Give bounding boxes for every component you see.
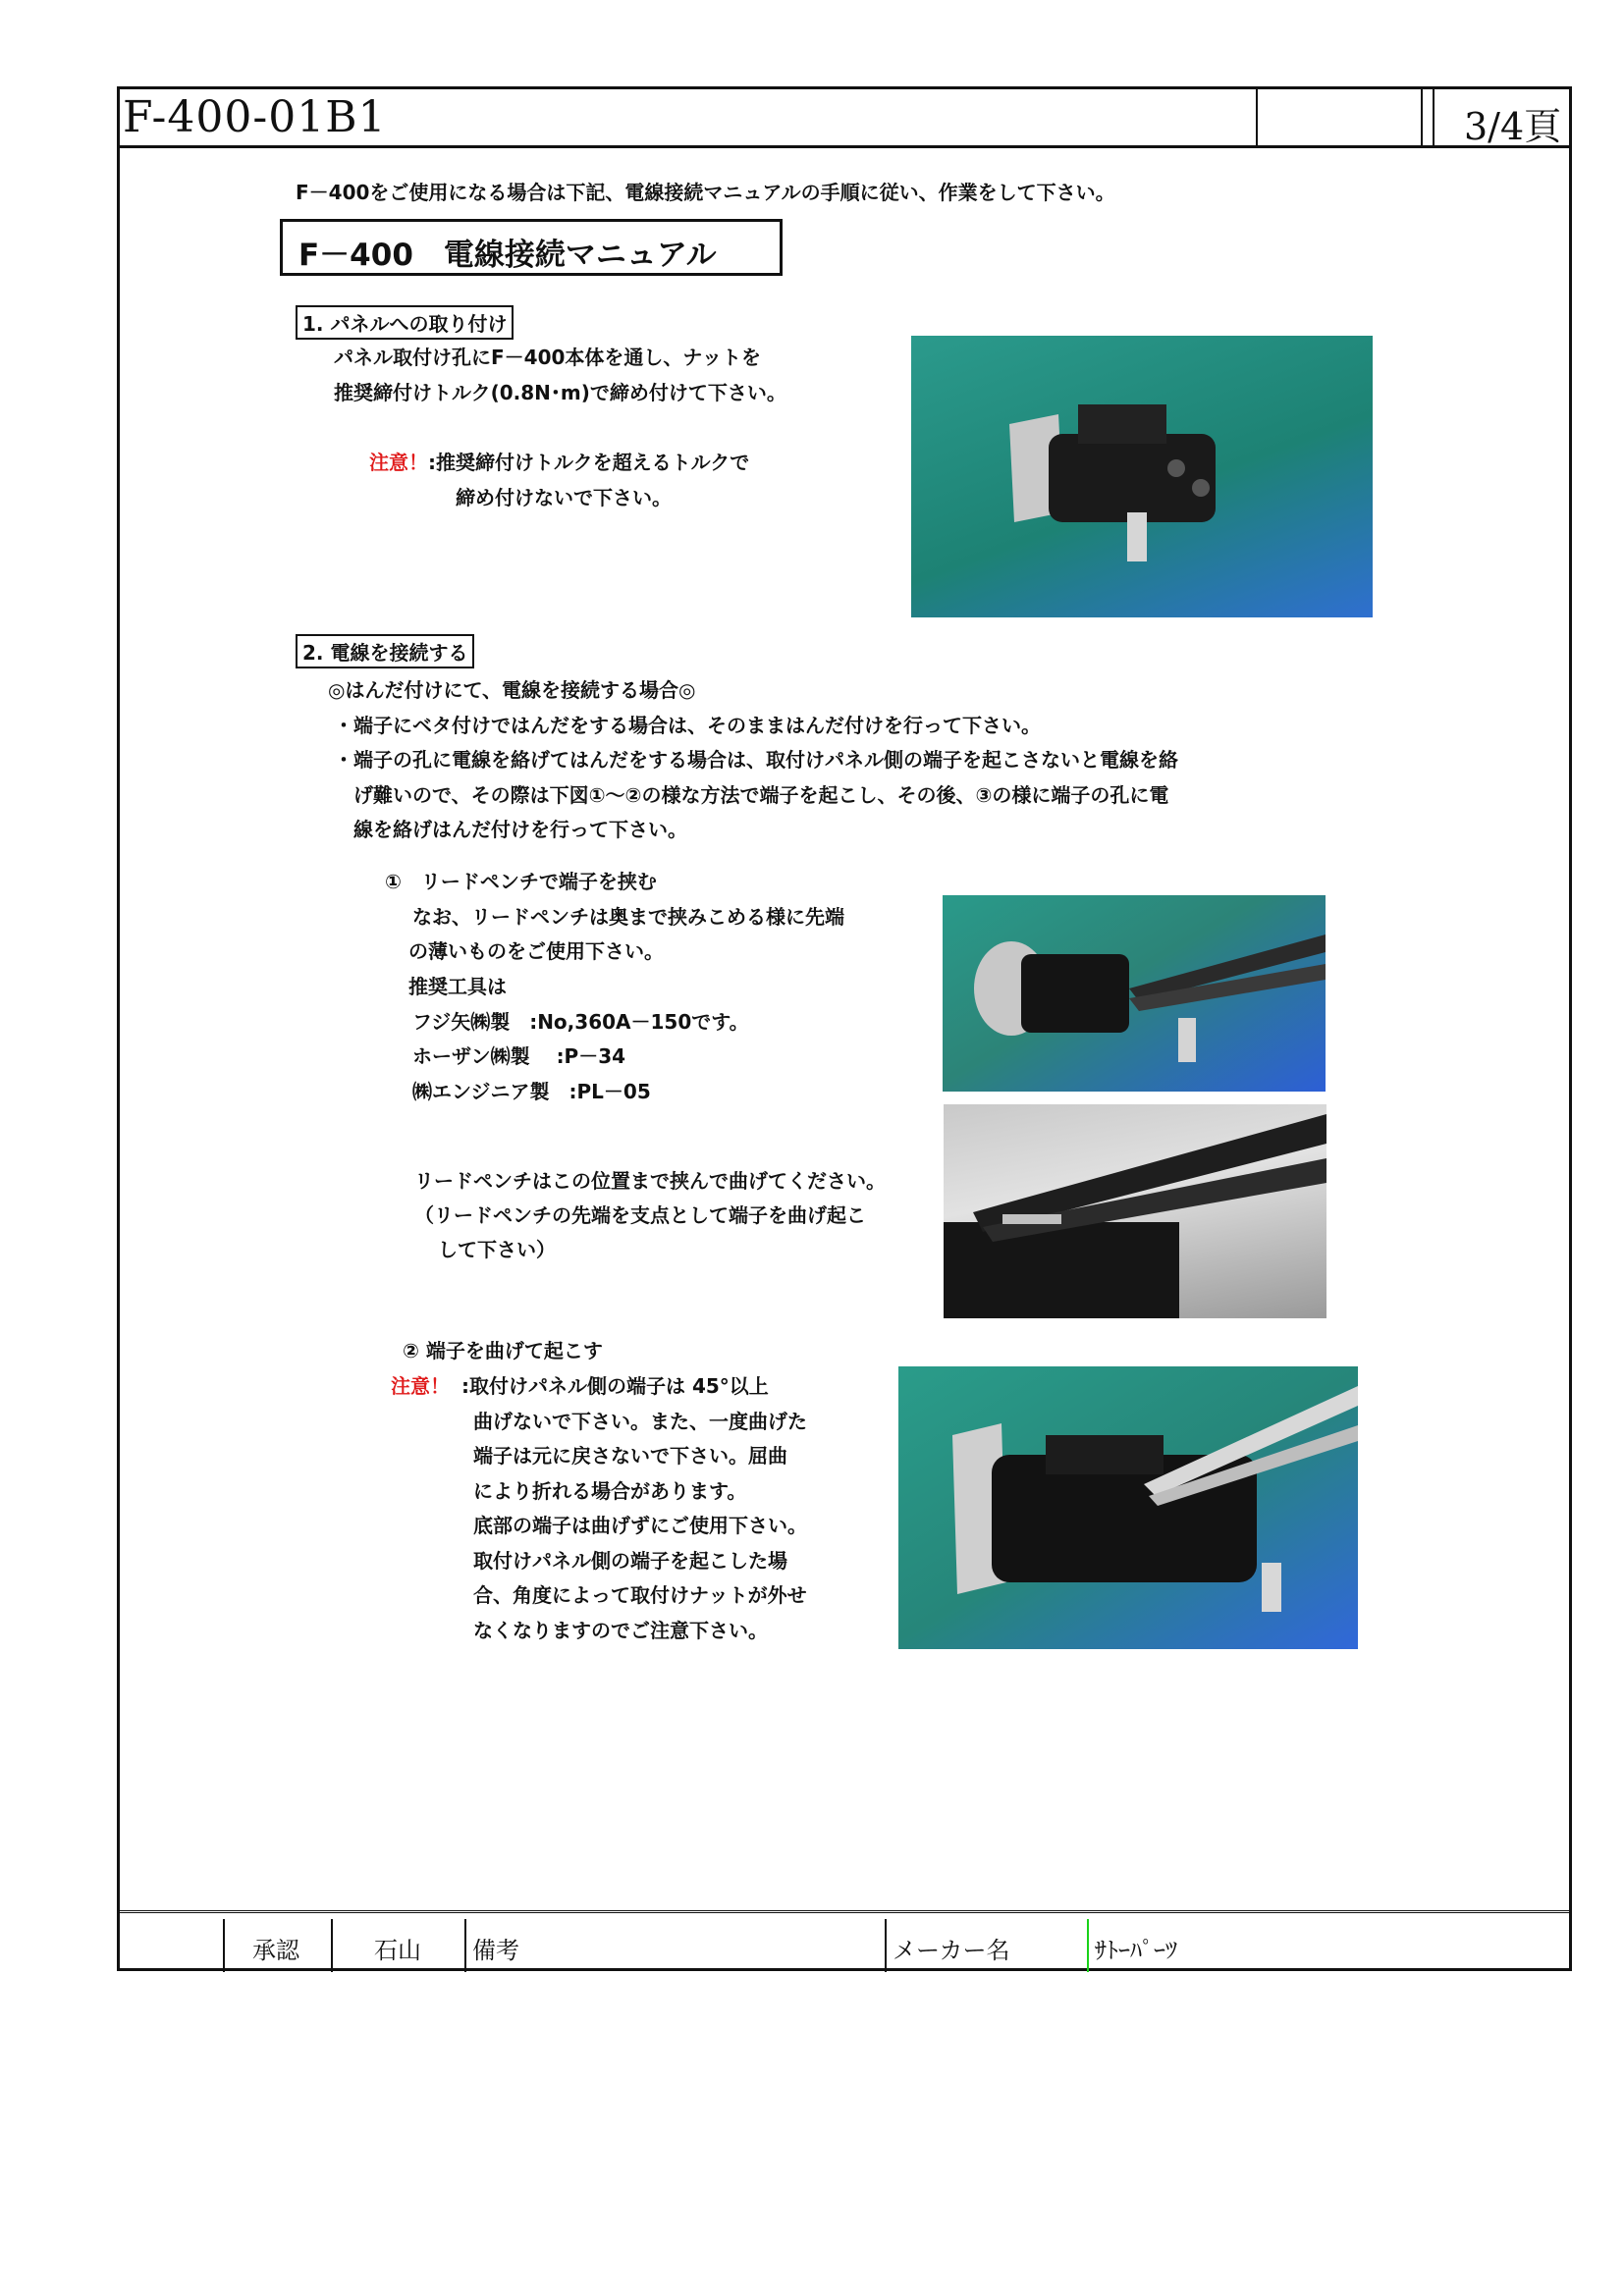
step2-line: なくなりますのでご注意下さい。 <box>473 1619 768 1642</box>
section1-caution-line: 締め付けないで下さい。 <box>456 486 672 509</box>
section1-heading: 1. パネルへの取り付け <box>296 305 514 340</box>
step2-line: 端子は元に戻さないで下さい。屈曲 <box>473 1444 787 1468</box>
footer-maker-label: メーカー名 <box>893 1937 1010 1964</box>
step2-line: 曲げないで下さい。また、一度曲げた <box>473 1410 807 1433</box>
step1-title: ① リードペンチで端子を挟む <box>385 870 657 893</box>
header-bar <box>117 86 1572 148</box>
footer-maker-name: ｻﾄｰﾊﾟｰﾂ <box>1095 1937 1177 1964</box>
footer-remarks-label: 備考 <box>472 1937 519 1964</box>
step2-caution-label: 注意！ <box>391 1374 450 1398</box>
step1-line: の薄いものをご使用下さい。 <box>408 939 664 963</box>
photo-panel-mount <box>911 336 1373 617</box>
section2-heading: 2. 電線を接続する <box>296 634 474 668</box>
section1-caution-line: :推奨締付けトルクを超えるトルクで <box>428 451 750 474</box>
section2-bullet: げ難いので、その際は下図①～②の様な方法で端子を起こし、その後、③の様に端子の孔に電 <box>353 783 1169 807</box>
pliers-photo-2 <box>944 1104 1326 1318</box>
intro-text: F－400をご使用になる場合は下記、電線接続マニュアルの手順に従い、作業をして下さい。 <box>296 181 1115 204</box>
footer-approval-label: 承認 <box>252 1937 299 1964</box>
photo-pliers-grip <box>943 895 1326 1092</box>
footer-divider <box>331 1919 333 1972</box>
footer-divider <box>223 1919 225 1972</box>
step1-line: 推奨工具は <box>408 975 507 998</box>
photo-pliers-closeup <box>944 1104 1326 1318</box>
page-number: 3/4頁 <box>1464 105 1562 148</box>
footer-divider-highlight <box>1087 1919 1089 1972</box>
pliers-photo-1 <box>943 895 1326 1092</box>
section2-subheading: ◎はんだ付けにて、電線を接続する場合◎ <box>328 678 696 702</box>
section1-line: 推奨締付けトルク(0.8N･m)で締め付けて下さい。 <box>334 381 786 404</box>
footer-approver: 石山 <box>374 1937 421 1964</box>
section1-caution-label: 注意！ <box>369 451 428 474</box>
manual-title: F－400 電線接続マニュアル <box>298 238 717 273</box>
section1-line: パネル取付け孔にF－400本体を通し、ナットを <box>334 346 762 369</box>
step1-note-line: リードペンチはこの位置まで挟んで曲げてください。 <box>414 1169 886 1193</box>
step1-tool: ㈱エンジニア製 :PL－05 <box>412 1080 651 1103</box>
step2-line: 底部の端子は曲げずにご使用下さい。 <box>473 1514 807 1537</box>
step2-title: ② 端子を曲げて起こす <box>403 1339 603 1362</box>
step1-tool: ホーザン㈱製 :P－34 <box>412 1044 626 1068</box>
section2-bullet: ・端子の孔に電線を絡げてはんだをする場合は、取付けパネル側の端子を起こさないと電線を絡 <box>334 748 1178 772</box>
step2-line: 取付けパネル側の端子を起こした場 <box>473 1549 787 1573</box>
fuse-holder-photo-1 <box>911 336 1373 617</box>
step1-note-line: して下さい） <box>438 1238 556 1261</box>
manual-title-box <box>280 219 783 276</box>
step2-line: 合、角度によって取付けナットが外せ <box>473 1583 807 1607</box>
footer-bar <box>117 1910 1572 1969</box>
step2-line: により折れる場合があります。 <box>473 1479 747 1503</box>
section2-bullet: ・端子にベタ付けではんだをする場合は、そのままはんだ付けを行って下さい。 <box>334 714 1041 737</box>
step2-line: :取付けパネル側の端子は 45°以上 <box>461 1374 769 1398</box>
footer-divider <box>885 1919 887 1972</box>
section2-bullet: 線を絡げはんだ付けを行って下さい。 <box>353 818 687 841</box>
photo-terminal-bent <box>898 1366 1358 1649</box>
fuse-holder-photo-2 <box>898 1366 1358 1649</box>
header-blank-cell <box>1256 86 1423 145</box>
document-id: F-400-01B1 <box>123 92 387 142</box>
step1-note-line: （リードペンチの先端を支点として端子を曲げ起こ <box>414 1203 866 1227</box>
footer-divider <box>464 1919 466 1972</box>
header-gap-cell <box>1423 86 1435 145</box>
step1-tool: フジ矢㈱製 :No,360A－150です。 <box>412 1010 749 1034</box>
step1-line: なお、リードペンチは奥まで挟みこめる様に先端 <box>412 905 844 929</box>
